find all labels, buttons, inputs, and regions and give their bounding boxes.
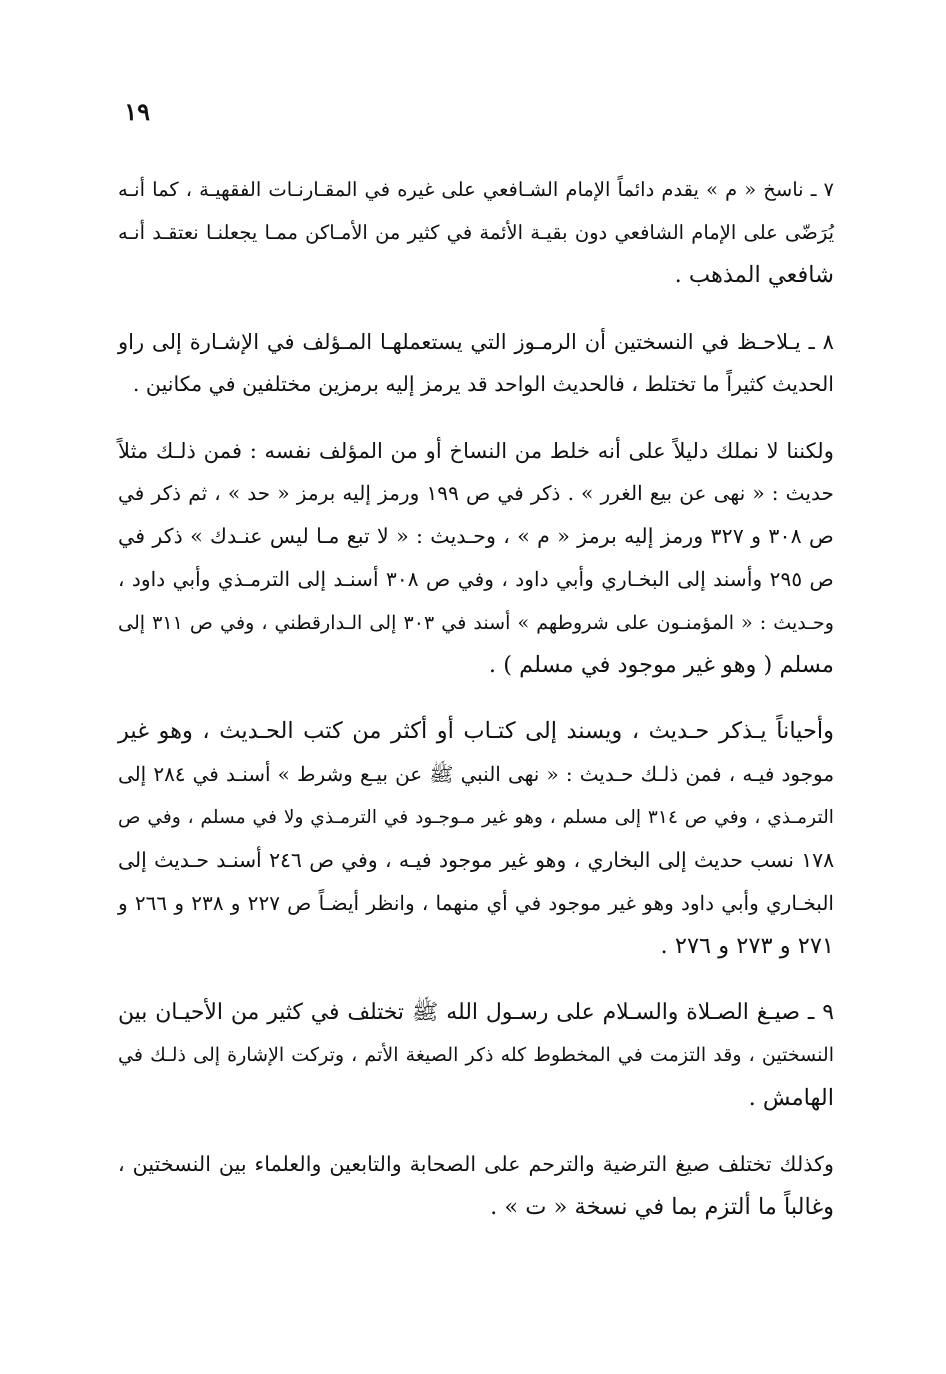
- text-line: وغالباً ما ألتزم بما في نسخة « ت » .: [490, 1194, 834, 1220]
- text-line: موجود فيـه ، فمن ذلـك حـديث : « نهى النبي ﷺ عن بيـع وشرط » أسنـد في ٢٨٤ إلى: [118, 763, 834, 786]
- text-line: ٩ ـ صيـغ الصـلاة والسـلام على رسـول الله ﷺ تختلف في كثير من الأحيـان بين: [118, 1000, 834, 1025]
- text-line: ولكننا لا نملك دليلاً على أنه خلط من النساخ أو من المؤلف نفسه : فمن ذلـك مثلاً: [118, 438, 834, 463]
- text-line: البخـاري وأبي داود وهو غير موجود في أي منهما ، وانظر أيضـاً ص ٢٢٧ و ٢٣٨ و ٢٦٦ و: [118, 891, 834, 915]
- paragraph-8: [118, 320, 834, 406]
- body-text: [118, 168, 834, 1229]
- text-line: ص ٢٩٥ وأسند إلى البخـاري وأبي داود ، وفي ص ٣٠٨ أسنـد إلى الترمـذي وأبي داود ،: [118, 567, 834, 591]
- paragraph-7: [118, 168, 834, 297]
- page-number: ١٩: [124, 97, 150, 126]
- paragraph-9: [118, 991, 834, 1120]
- paragraph-likewise: [118, 1143, 834, 1229]
- text-line: يُرَضّى على الإمام الشافعي دون بقيـة الأئمة في كثير من الأمـاكن ممـا يجعلنـا نعتقـد أنـه: [118, 221, 834, 244]
- text-line: ٨ ـ يـلاحـظ في النسختين أن الرمـوز التي يستعملهـا المـؤلف في الإشـارة إلى راو: [118, 329, 834, 354]
- text-line: ٢٧١ و ٢٧٣ و ٢٧٦ .: [660, 933, 834, 959]
- text-line: وكذلك تختلف صيغ الترضية والترحم على الصحابة والتابعين والعلماء بين النسختين ،: [118, 1152, 834, 1176]
- text-line: حديث : « نهى عن بيع الغرر » . ذكر في ص ١٩٩ ورمز إليه برمز « حد » ، ثم ذكر في: [118, 481, 834, 505]
- text-line: النسختين ، وقد التزمت في المخطوط كله ذكر الصيغة الأتم ، وتركت الإشارة إلى ذلـك في: [118, 1044, 834, 1066]
- text-line: الحديث كثيراً ما تختلط ، فالحديث الواحد قد يرمز إليه برمزين مختلفين في مكانين .: [132, 372, 834, 396]
- text-line: وأحياناً يـذكر حـديث ، ويسند إلى كتـاب أو أكثر من كتب الحـديث ، وهو غير: [118, 718, 834, 744]
- text-line: ١٧٨ نسب حديث إلى البخاري ، وهو غير موجود فيـه ، وفي ص ٢٤٦ أسنـد حـديث إلى: [118, 848, 834, 872]
- text-line: الترمـذي ، وفي ص ٣١٤ إلى مسلم ، وهو غير مـوجـود في الترمـذي ولا في مسلم ، وفي ص: [118, 807, 834, 828]
- text-line: شافعي المذهب .: [674, 262, 834, 288]
- paragraph-examples: [118, 429, 834, 687]
- text-line: مسلم ( وهو غير موجود في مسلم ) .: [488, 652, 834, 678]
- text-line: الهامش .: [748, 1085, 834, 1111]
- text-line: ص ٣٠٨ و ٣٢٧ ورمز إليه برمز « م » ، وحـديث : « لا تبع مـا ليس عنـدك » ذكر في: [118, 524, 834, 548]
- text-line: ٧ ـ ناسخ « م » يقدم دائماً الإمام الشـافعي على غيره في المقـارنـات الفقهيـة ، كما أنـه: [118, 178, 834, 201]
- text-line: وحـديث : « المؤمنـون على شروطهم » أسند في ٣٠٣ إلى الـدارقطني ، وفي ص ٣١١ إلى: [118, 611, 834, 634]
- paragraph-sometimes: [118, 710, 834, 968]
